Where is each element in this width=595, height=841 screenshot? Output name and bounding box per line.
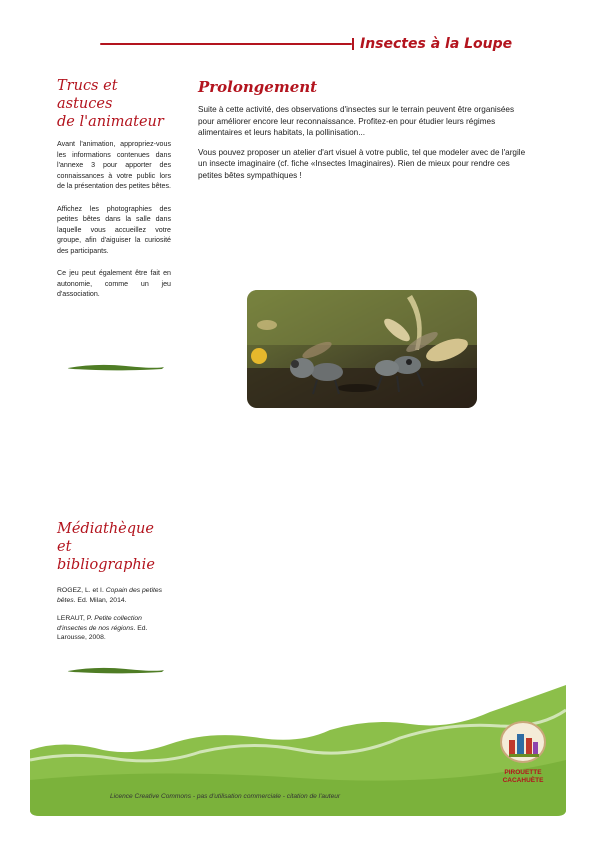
clay-insects-photo: [247, 290, 477, 408]
tips-paragraph-1: Avant l'animation, appropriez-vous les informations contenues dans l'annexe 3 pour apporter des connaissances à votre public lors de la présentation des petites bêtes.: [57, 140, 171, 190]
reference-2: [57, 614, 171, 643]
tips-title-line2: de l'animateur: [57, 114, 164, 130]
reference-2-title: Petite collection d'insectes de nos régions: [57, 615, 142, 632]
logo-emblem-icon: [499, 720, 547, 764]
tips-divider-brush: [66, 362, 166, 372]
logo-text-line2: CACAHUÈTE: [502, 777, 544, 784]
tips-paragraph-2: Affichez les photographies des petites bêtes dans la salle dans laquelle vous accueillez votre groupe, afin d'aiguiser la curiosité des participants.: [57, 204, 171, 255]
license-text: Licence Creative Commons - pas d'utilisation commerciale - citation de l'auteur: [110, 793, 341, 800]
biblio-title-line1: Médiathèque et: [57, 521, 154, 555]
header-rule: [100, 43, 352, 45]
reference-1-publisher: . Ed. Milan, 2014.: [73, 596, 127, 604]
main-paragraph-1: Suite à cette activité, des observations d'insectes sur le terrain peuvent être organisées pour améliorer encore leur reconnaissance. Profitez-en pour étudier leurs régimes alimentaires et leurs habitats, la pollinisation...: [198, 105, 515, 138]
reference-1: [57, 586, 171, 605]
reference-2-publisher: . Ed. Larousse, 2008.: [57, 624, 148, 641]
main-paragraph-2: Vous pouvez proposer un atelier d'art visuel à votre public, tel que modeler avec de l'argile un insecte imaginaire (cf. fiche «Insectes Imaginaires). Rien de mieux pour rendre ces petites bêtes sympathiques !: [198, 147, 526, 180]
tips-section: [57, 77, 171, 312]
header-rule-tick: [352, 38, 354, 50]
logo-text-line1: PIROUETTE: [504, 769, 542, 776]
section-title: Prolongement: [198, 78, 318, 96]
reference-1-author: ROGEZ, L. et I.: [57, 587, 104, 594]
biblio-section: [57, 520, 171, 652]
reference-1-title: Copain des petites bêtes: [57, 587, 163, 604]
reference-2-author: LERAUT, P.: [57, 615, 93, 622]
tips-title-line1: Trucs et astuces: [57, 78, 118, 112]
main-content: [198, 78, 528, 190]
page-header-title: Insectes à la Loupe: [360, 36, 513, 52]
biblio-title-line2: bibliographie: [57, 557, 155, 573]
tips-paragraph-3: Ce jeu peut également être fait en autonomie, comme un jeu d'association.: [57, 269, 171, 298]
pirouette-cacahuete-logo: [497, 720, 549, 785]
